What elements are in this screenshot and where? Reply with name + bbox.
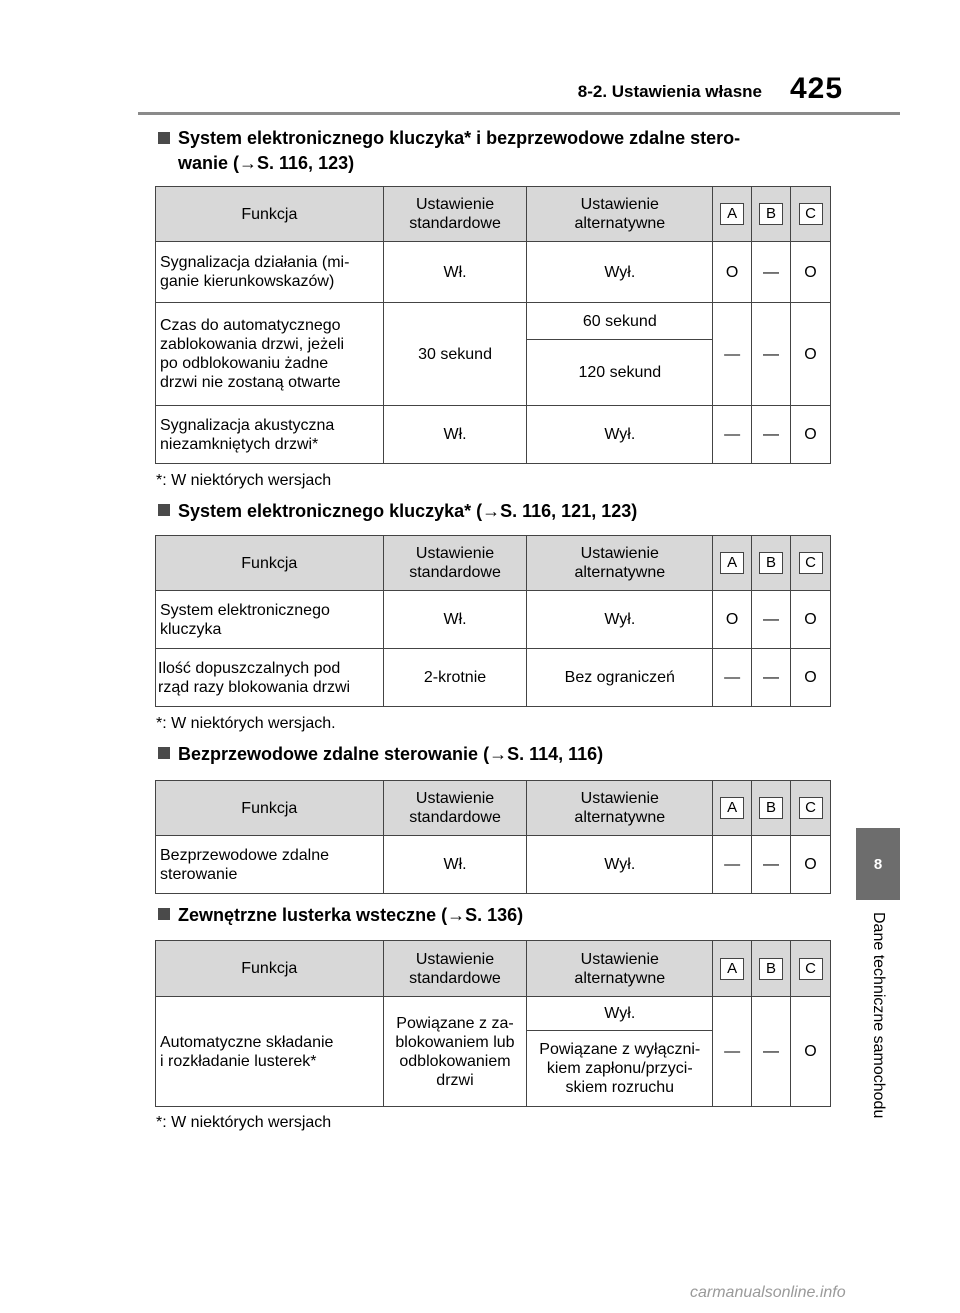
chapter-label: Dane techniczne samochodu (870, 912, 887, 1119)
table-row: Ilość dopuszczalnych pod rząd razy blokowania drzwi 2-krotnie Bez ograniczeń — — O (156, 649, 831, 707)
table-row: Sygnalizacja akustyczna niezamkniętych drzwi* Wł. Wył. — — O (156, 406, 831, 464)
header-a: A (713, 187, 752, 242)
header-divider (138, 112, 900, 115)
footnote: *: W niektórych wersjach (156, 1114, 332, 1131)
page-number: 425 (790, 72, 844, 105)
footnote: *: W niektórych wersjach. (156, 715, 336, 732)
section-title-2: System elektronicznego kluczyka* (→S. 116, 121, 123) (158, 499, 838, 524)
square-bullet-icon (158, 132, 170, 144)
settings-table-1 (155, 186, 831, 464)
section-title-1: System elektronicznego kluczyka* i bezprzewodowe zdalne stero- wanie (→S. 116, 123) (158, 126, 838, 176)
header-b: B (752, 187, 791, 242)
table-row: Sygnalizacja działania (mi- ganie kierunkowskazów) Wł. Wył. O — O (156, 242, 831, 303)
table-row: System elektronicznego kluczyka Wł. Wył. O — O (156, 591, 831, 649)
table-row: Powiązane z wyłączni- kiem zapłonu/przyci- skiem rozruchu (156, 1031, 831, 1107)
section-header: 8-2. Ustawienia własne (577, 82, 762, 101)
section-title-4: Zewnętrzne lusterka wsteczne (→S. 136) (158, 903, 838, 928)
footnote: *: W niektórych wersjach (156, 472, 332, 489)
header-default: Ustawienie standardowe (383, 187, 527, 242)
square-bullet-icon (158, 908, 170, 920)
table-row: Automatyczne składanie i rozkładanie lusterek* Powiązane z za- blokowaniem lub odblokowaniem drzwi Wył. — — O (156, 997, 831, 1031)
settings-table-3: Funkcja Ustawienie standardowe Ustawienie alternatywne A B C Bezprzewodowe zdalne sterowanie Wł. Wył. — — O (155, 780, 831, 894)
table-row: Bezprzewodowe zdalne sterowanie Wł. Wył. — — O (156, 836, 831, 894)
header-function: Funkcja (156, 187, 384, 242)
header-alternative: Ustawienie alternatywne (527, 187, 713, 242)
chapter-tab[interactable]: 8 (856, 828, 900, 900)
settings-table-4: Funkcja Ustawienie standardowe Ustawienie alternatywne A B C Automatyczne składanie i rozkładanie lusterek* Powiązane z za- blokowaniem lub odblokowaniem drzwi Wył. — — O Powiązane z wyłączni- kiem zapłonu/przyci- skiem rozruchu (155, 940, 831, 1107)
watermark: carmanualsonline.info (690, 1284, 846, 1301)
table-row: 120 sekund (156, 340, 831, 406)
square-bullet-icon (158, 747, 170, 759)
header-c: C (791, 187, 831, 242)
table-row: Czas do automatycznego zablokowania drzwi, jeżeli po odblokowaniu żadne drzwi nie zostaną otwarte 30 sekund 60 sekund — — O (156, 303, 831, 340)
section-title-3: Bezprzewodowe zdalne sterowanie (→S. 114, 116) (158, 742, 838, 767)
square-bullet-icon (158, 504, 170, 516)
settings-table-2: Funkcja Ustawienie standardowe Ustawienie alternatywne A B C System elektronicznego kluczyka Wł. Wył. O — O Ilość dopuszczalnych pod rząd razy blokowania drzwi 2-krotnie Bez ograniczeń — — O (155, 535, 831, 707)
